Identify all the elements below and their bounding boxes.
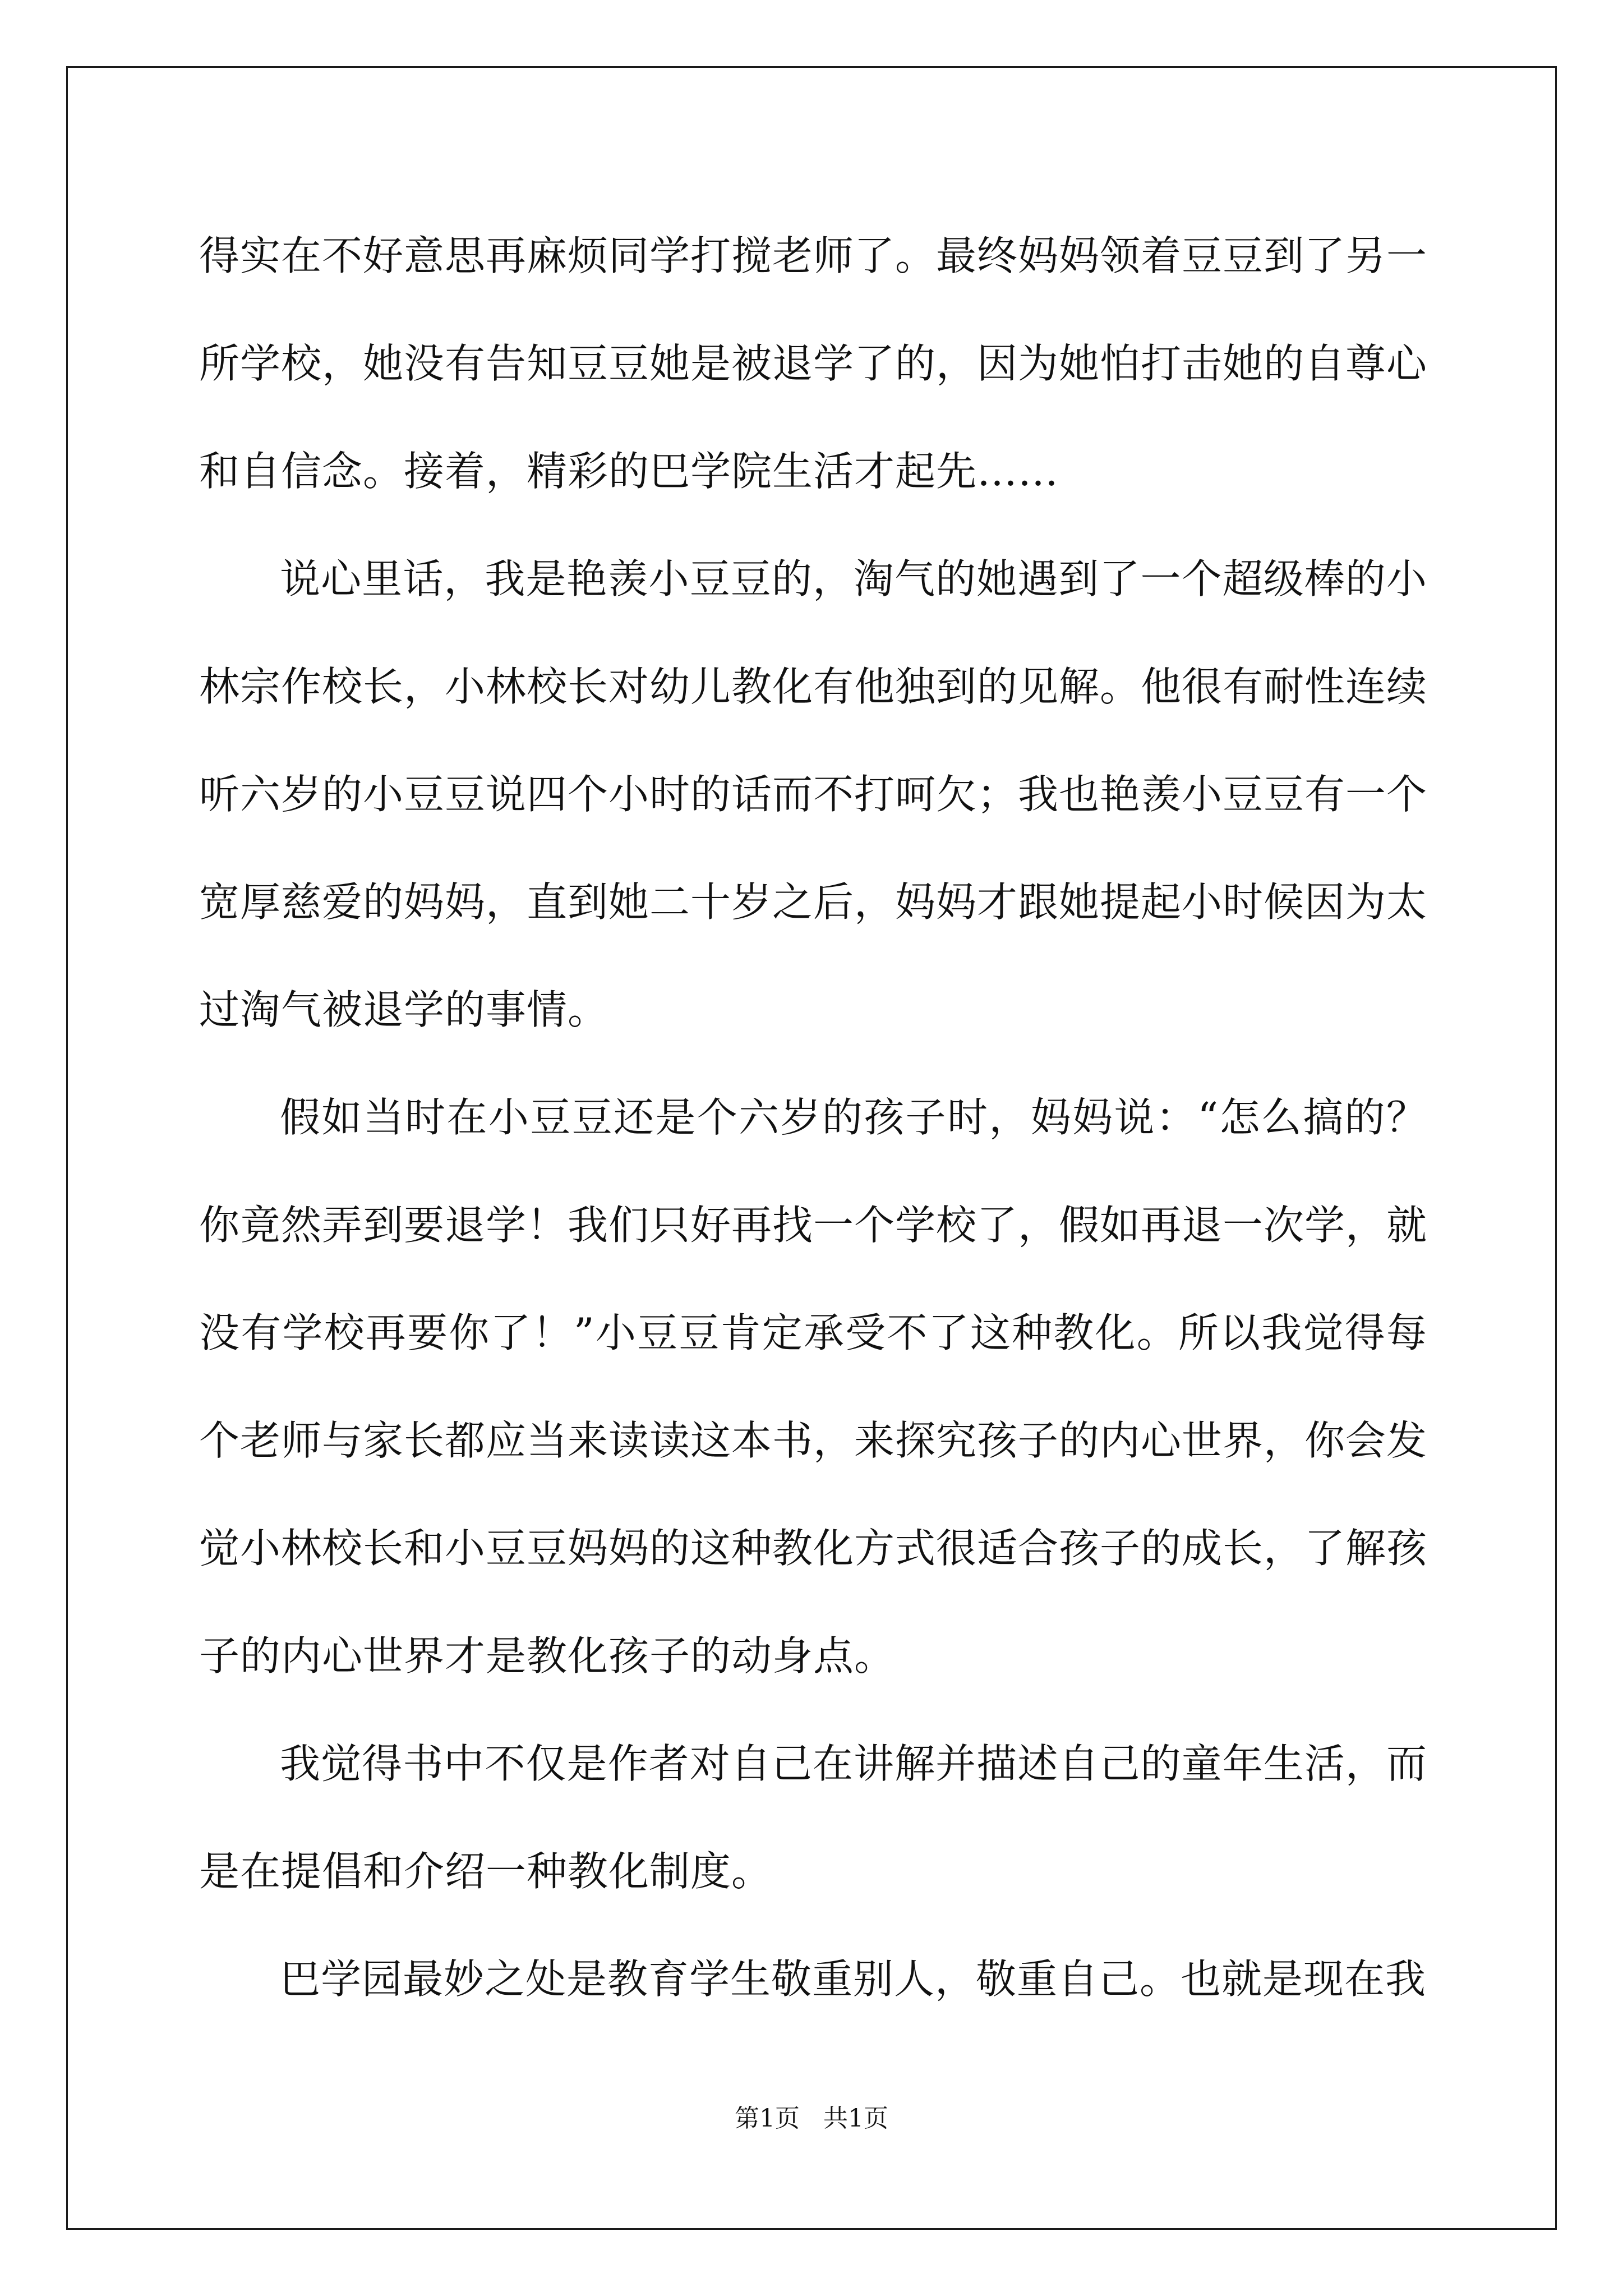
paragraph: 我觉得书中不仅是作者对自己在讲解并描述自己的童年生活，而是在提倡和介绍一种教化制度。 [199, 1740, 1427, 1895]
page-number: 第1页 [735, 2104, 800, 2133]
document-body [199, 202, 1427, 2033]
paragraph: 巴学园最妙之处是教育学生敬重别人，敬重自己。也就是现在我 [280, 1955, 1427, 2003]
paragraph: 得实在不好意思再麻烦同学打搅老师了。最终妈妈领着豆豆到了另一所学校，她没有告知豆豆她是被退学了的，因为她怕打击她的自尊心和自信念。接着，精彩的巴学院生活才起先…… [199, 232, 1428, 495]
paragraph: 假如当时在小豆豆还是个六岁的孩子时，妈妈说：“怎么搞的？你竟然弄到要退学！我们只好再找一个学校了，假如再退一次学，就没有学校再要你了！”小豆豆肯定承受不了这种教化。所以我觉得每个老师与家长都应当来读读这本书，来探究孩子的内心世界，你会发觉小林校长和小豆豆妈妈的这种教化方式很适合孩子的成长，了解孩子的内心世界才是教化孩子的动身点。 [199, 1094, 1428, 1680]
page-total: 共1页 [823, 2104, 888, 2133]
page-footer [0, 2098, 1623, 2134]
paragraph: 说心里话，我是艳羡小豆豆的，淘气的她遇到了一个超级棒的小林宗作校长，小林校长对幼儿教化有他独到的见解。他很有耐性连续听六岁的小豆豆说四个小时的话而不打呵欠；我也艳羡小豆豆有一个宽厚慈爱的妈妈，直到她二十岁之后，妈妈才跟她提起小时候因为太过淘气被退学的事情。 [199, 555, 1428, 1033]
